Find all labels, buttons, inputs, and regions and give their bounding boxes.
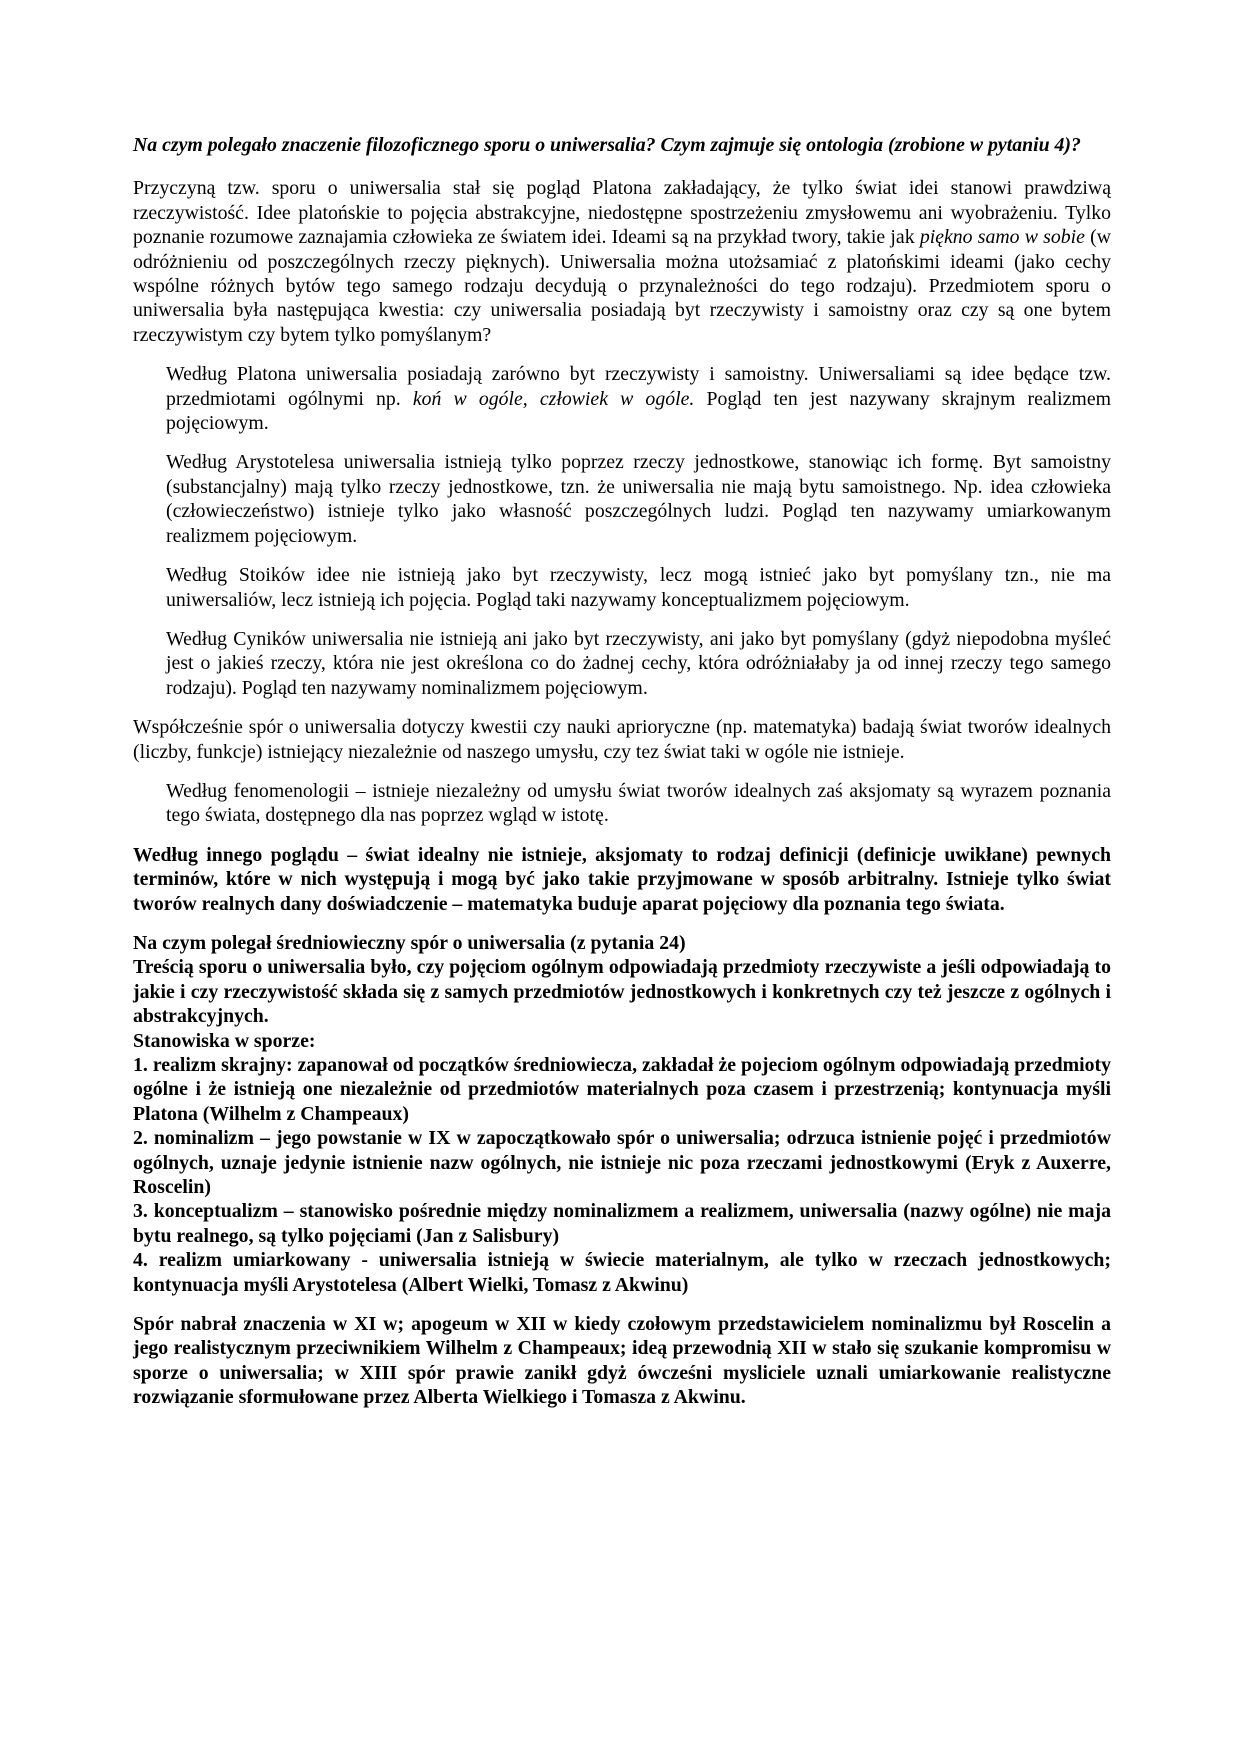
text-segment: 3. konceptualizm – stanowisko pośrednie między nominalizmem a realizmem, uniwersalia (nazwy ogólne) nie maja bytu realnego, są tylko pojęciami (Jan z Salisbury) (133, 1200, 1111, 1247)
paragraph-historia-sporu (133, 1312, 1111, 1410)
paragraph-stoicy (166, 563, 1111, 612)
text-segment: Pogląd ten jest nazywany skrajnym realizmem pojęciowym. (166, 387, 1111, 435)
text-segment: Według Cyników uniwersalia nie istnieją ani jako byt rzeczywisty, ani jako byt pomyślany (gdyż niepodobna myśleć jest o jakieś rzeczy, która nie jest określona co do żadnej cechy, która odróżniałaby ja od innej rzeczy tego samego rodzaju). Pogląd ten nazywamy nominalizmem pojęciowym. (166, 627, 1111, 699)
text-segment-italic: koń w ogóle, człowiek w ogóle. (412, 387, 695, 410)
list-item-realizm-umiarkowany (133, 1248, 1111, 1297)
text-segment: 4. realizm umiarkowany - uniwersalia istnieją w świecie materialnym, ale tylko w rzeczach jednostkowych; kontynuacja myśli Arystotelesa (Albert Wielki, Tomasz z Akwinu) (133, 1249, 1111, 1296)
heading-text: Stanowiska w sporze: (133, 1029, 316, 1052)
paragraph-fenomenologia (166, 779, 1111, 828)
paragraph-inny-poglad (133, 843, 1111, 916)
heading-stanowiska (133, 1029, 1111, 1053)
paragraph-arystoteles (166, 450, 1111, 548)
text-segment-italic: piękno samo w sobie (919, 226, 1085, 249)
text-segment: (w odróżnieniu od poszczególnych rzeczy pięknych). Uniwersalia można utożsamiać z platońskimi ideami (jako cechy wspólne różnych bytów tego samego rodzaju decydują o przynależności do tego rodzaju). Przedmiotem sporu o uniwersalia była następująca kwestia: czy uniwersalia posiadają byt rzeczywisty i samoistny oraz czy są one bytem rzeczywistym czy bytem tylko pomyślanym? (133, 226, 1111, 346)
list-item-realizm-skrajny (133, 1053, 1111, 1126)
paragraph-cynicy (166, 627, 1111, 700)
text-segment: 1. realizm skrajny: zapanował od początków średniowiecza, zakładał że pojeciom ogólnym odpowiadają przedmioty ogólne i że istnieją one niezależnie od przedmiotów materialnych poza czasem i przestrzenią; kontynuacja myśli Platona (Wilhelm z Champeaux) (133, 1054, 1111, 1125)
paragraph-tresc-sporu (133, 955, 1111, 1028)
list-item-konceptualizm (133, 1199, 1111, 1248)
paragraph-platon (166, 362, 1111, 435)
heading-text: Na czym polegał średniowieczny spór o uniwersalia (z pytania 24) (133, 931, 686, 954)
document-body (133, 133, 1111, 1425)
doc-title-text: Na czym polegało znaczenie filozoficznego sporu o uniwersalia? Czym zajmuje się ontologia (zrobione w pytaniu 4)? (133, 134, 1081, 156)
doc-title (133, 133, 1111, 157)
text-segment: Współcześnie spór o uniwersalia dotyczy kwestii czy nauki aprioryczne (np. matematyka) badają świat tworów idealnych (liczby, funkcje) istniejący niezależnie od naszego umysłu, czy tez świat taki w ogóle nie istnieje. (133, 716, 1111, 763)
text-segment: Według Stoików idee nie istnieją jako byt rzeczywisty, lecz mogą istnieć jako byt pomyślany tzn., nie ma uniwersaliów, lecz istnieją ich pojęcia. Pogląd taki nazywamy konceptualizmem pojęciowym. (166, 564, 1111, 611)
text-segment: Według Platona uniwersalia posiadają zarówno byt rzeczywisty i samoistny. Uniwersaliami są idee będące tzw. przedmiotami ogólnymi np. (166, 363, 1111, 410)
paragraph-wspolczesnie (133, 715, 1111, 764)
text-segment: Treścią sporu o uniwersalia było, czy pojęciom ogólnym odpowiadają przedmioty rzeczywiste a jeśli odpowiadają to jakie i czy rzeczywistość składa się z samych przedmiotów jednostkowych i konkretnych czy też jeszcze z ogólnych i abstrakcyjnych. (133, 956, 1111, 1028)
text-segment: 2. nominalizm – jego powstanie w IX w zapoczątkowało spór o uniwersalia; odrzuca istnienie pojęć i przedmiotów ogólnych, uznaje jedynie istnienie nazw ogólnych, nie istnieje nic poza rzeczami jednostkowymi (Eryk z Auxerre, Roscelin) (133, 1127, 1111, 1199)
text-segment: Według fenomenologii – istnieje niezależny od umysłu świat tworów idealnych zaś aksjomaty są wyrazem poznania tego świata, dostępnego dla nas poprzez wgląd w istotę. (166, 779, 1111, 827)
paragraph-przyczyna-sporu (133, 176, 1111, 347)
list-item-nominalizm (133, 1126, 1111, 1199)
text-segment: Przyczyną tzw. sporu o uniwersalia stał się pogląd Platona zakładający, że tylko świat idei stanowi prawdziwą rzeczywistość. Idee platońskie to pojęcia abstrakcyjne, niedostępne spostrzeżeniu zmysłowemu ani wyobrażeniu. Tylko poznanie rozumowe zaznajamia człowieka ze światem idei. Ideami są na przykład twory, takie jak (133, 177, 1111, 249)
text-segment: Spór nabrał znaczenia w XI w; apogeum w XII w kiedy czołowym przedstawicielem nominalizmu był Roscelin a jego realistycznym przeciwnikiem Wilhelm z Champeaux; ideą przewodnią XII w stało się szukanie kompromisu w sporze o uniwersalia; w XIII spór prawie zanikł gdyż ówcześni mysliciele uznali umiarkowanie realistyczne rozwiązanie sformułowane przez Alberta Wielkiego i Tomasza z Akwinu. (133, 1313, 1111, 1409)
heading-sredniowieczny-spor (133, 931, 1111, 955)
text-segment: Według Arystotelesa uniwersalia istnieją tylko poprzez rzeczy jednostkowe, stanowiąc ich formę. Byt samoistny (substancjalny) mają tylko rzeczy jednostkowe, tzn. że uniwersalia nie mają bytu samoistnego. Np. idea człowieka (człowieczeństwo) istnieje tylko jako własność poszczególnych ludzi. Pogląd ten nazywamy umiarkowanym realizmem pojęciowym. (166, 451, 1111, 547)
text-segment: Według innego poglądu – świat idealny nie istnieje, aksjomaty to rodzaj definicji (definicje uwikłane) pewnych terminów, które w nich występują i mogą być jako takie przyjmowane w sposób arbitralny. Istnieje tylko świat tworów realnych dany doświadczenie – matematyka buduje aparat pojęciowy dla poznania tego świata. (133, 843, 1111, 915)
